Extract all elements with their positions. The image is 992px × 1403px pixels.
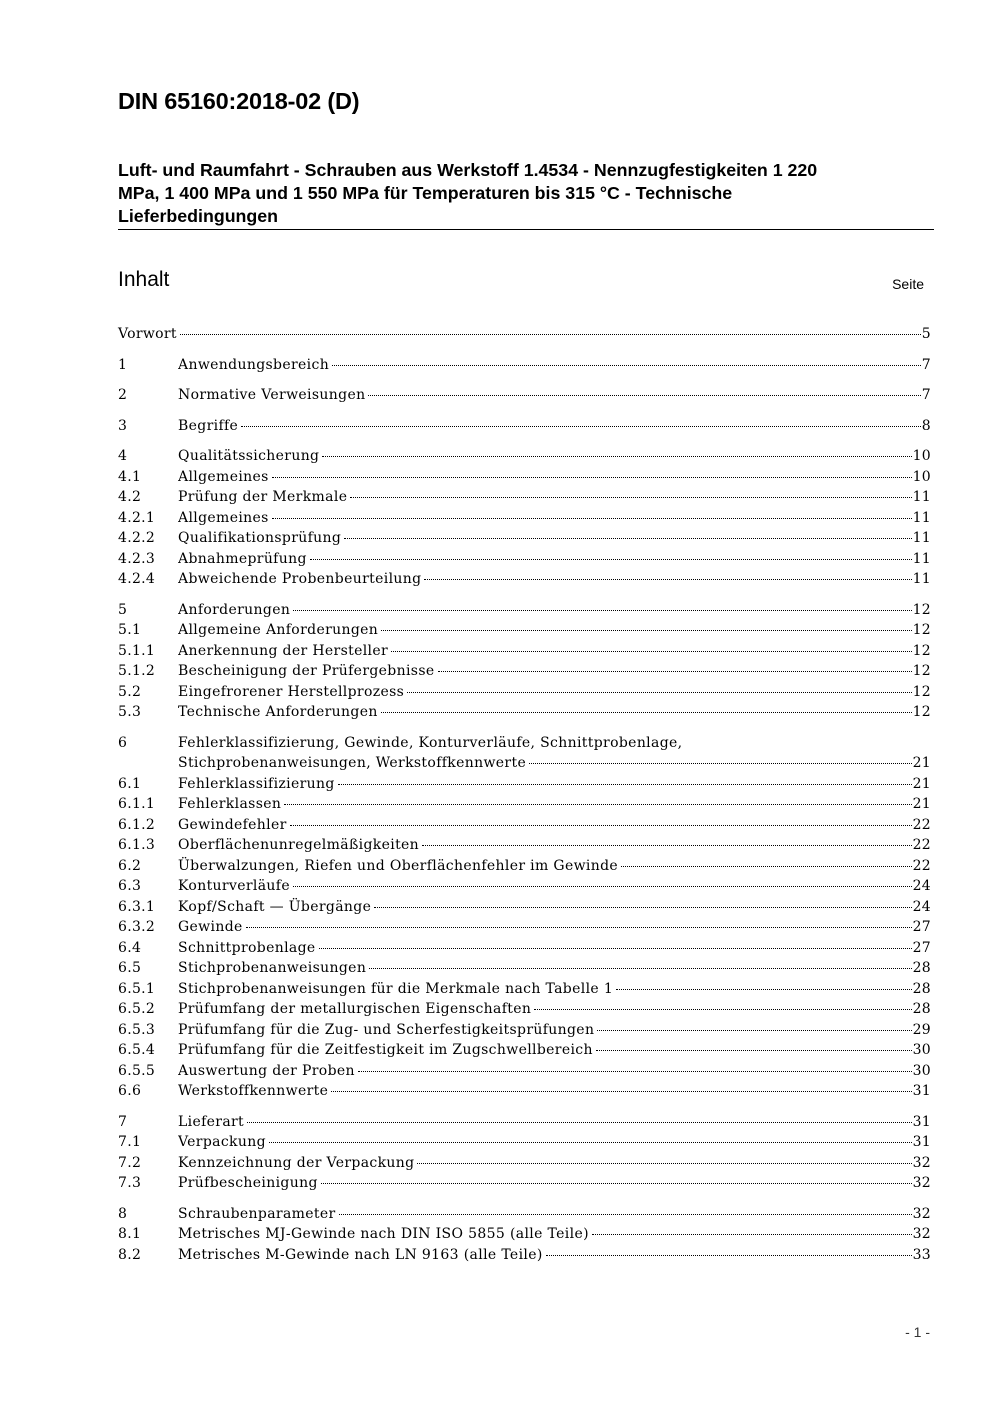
toc-entry-page: 30 [912, 1062, 931, 1079]
toc-entry[interactable] [118, 549, 931, 570]
toc-entry-number: 6.2 [118, 857, 142, 874]
toc-dot-leader [246, 926, 912, 928]
toc-entry-number: 8.1 [118, 1226, 142, 1242]
toc-dot-leader [247, 1121, 912, 1123]
toc-entry-title: Allgemeine Anforderungen [178, 622, 379, 638]
toc-entry-title: Kennzeichnung der Verpackung [178, 1154, 415, 1171]
toc-dot-leader [180, 333, 921, 335]
toc-entry[interactable] [118, 661, 931, 682]
toc-entry-page: 31 [912, 1083, 931, 1099]
toc-dot-leader [332, 364, 921, 366]
toc-entry-page: 30 [912, 1042, 931, 1058]
toc-entry-title: Metrisches M-Gewinde nach LN 9163 (alle Teile) [178, 1246, 543, 1263]
toc-entry-page: 11 [912, 489, 931, 505]
table-of-contents [118, 324, 931, 1265]
toc-entry-title: Werkstoffkennwerte [178, 1083, 329, 1099]
toc-dot-leader [621, 865, 912, 867]
toc-entry[interactable] [118, 876, 931, 897]
toc-dot-leader [424, 578, 911, 580]
toc-entry-title: Prüfumfang für die Zug- und Scherfestigkeitsprüfungen [178, 1021, 595, 1038]
toc-entry-title: Kopf/Schaft — Übergänge [178, 898, 372, 915]
toc-entry-number: 6.3.2 [118, 919, 156, 935]
toc-dot-leader [407, 691, 911, 693]
toc-entry-number: 1 [118, 356, 128, 373]
toc-entry[interactable] [118, 1224, 931, 1245]
toc-entry[interactable] [118, 702, 931, 723]
toc-entry-number: 5.1.2 [118, 663, 156, 679]
toc-dot-leader [331, 1090, 911, 1092]
toc-entry-page: 12 [912, 683, 931, 700]
toc-entry-page: 24 [912, 878, 931, 894]
toc-entry-number: 5.1 [118, 622, 142, 638]
toc-entry-page: 28 [912, 980, 931, 997]
toc-entry-number: 6.5 [118, 960, 142, 976]
toc-entry-title: Prüfung der Merkmale [178, 489, 348, 505]
toc-entry-number: 6.5.5 [118, 1062, 156, 1079]
toc-dot-leader [596, 1049, 912, 1051]
toc-entry-page: 27 [912, 939, 931, 956]
toc-dot-leader [272, 517, 912, 519]
toc-entry[interactable] [118, 1020, 931, 1041]
toc-entry-title: Stichprobenanweisungen [178, 960, 367, 976]
toc-entry-number: 6.1.2 [118, 816, 156, 833]
toc-entry-title: Konturverläufe [178, 878, 290, 894]
toc-entry-number: 8.2 [118, 1246, 142, 1263]
toc-entry-page: 32 [912, 1175, 931, 1191]
toc-entry-number: 6.1 [118, 775, 142, 792]
toc-entry-title: Qualitätssicherung [178, 448, 320, 464]
toc-entry[interactable] [118, 508, 931, 529]
toc-entry-number: 7.3 [118, 1175, 142, 1191]
toc-entry[interactable] [118, 733, 931, 754]
toc-heading: Inhalt [118, 268, 170, 291]
toc-entry-page: 12 [912, 601, 931, 618]
toc-entry-title: Stichprobenanweisungen für die Merkmale nach Tabelle 1 [178, 980, 614, 997]
toc-dot-leader [339, 1213, 912, 1215]
document-title-line: MPa, 1 400 MPa und 1 550 MPa für Temperaturen bis 315 °C - Technische [118, 183, 733, 203]
toc-entry[interactable] [118, 815, 931, 836]
toc-entry[interactable] [118, 641, 931, 662]
toc-entry[interactable] [118, 1112, 931, 1133]
toc-dot-leader [269, 1141, 912, 1143]
toc-entry-title: Anforderungen [178, 601, 291, 618]
toc-entry-number: 5.2 [118, 683, 142, 700]
toc-entry-title: Allgemeines [178, 468, 269, 485]
toc-entry-title: Bescheinigung der Prüfergebnisse [178, 663, 435, 679]
page-number: - 1 - [905, 1324, 930, 1340]
toc-entry-page: 32 [912, 1154, 931, 1171]
toc-entry-page: 32 [912, 1205, 931, 1222]
toc-entry-number: 5.1.1 [118, 642, 156, 659]
toc-entry-page: 28 [912, 1001, 931, 1017]
toc-entry-page: 12 [912, 663, 931, 679]
toc-dot-leader [546, 1254, 912, 1256]
toc-entry-title: Verpackung [178, 1134, 266, 1150]
toc-entry-number: 7 [118, 1113, 128, 1130]
toc-dot-leader [369, 967, 911, 969]
toc-entry-title: Anerkennung der Hersteller [178, 642, 389, 659]
toc-entry-number: 3 [118, 417, 128, 434]
toc-entry-number: 5 [118, 601, 128, 618]
toc-dot-leader [368, 394, 920, 396]
toc-entry-title: Normative Verweisungen [178, 387, 366, 403]
toc-dot-leader [374, 906, 911, 908]
toc-entry[interactable] [118, 620, 931, 641]
toc-dot-leader [381, 711, 912, 713]
toc-entry[interactable] [118, 1061, 931, 1082]
toc-entry[interactable] [118, 835, 931, 856]
toc-dot-leader [422, 844, 912, 846]
toc-entry[interactable] [118, 528, 931, 549]
toc-dot-leader [616, 988, 911, 990]
toc-dot-leader [592, 1233, 912, 1235]
toc-entry-continuation[interactable] [118, 753, 931, 774]
toc-entry[interactable] [118, 385, 931, 406]
toc-entry-number: 6.4 [118, 939, 142, 956]
toc-dot-leader [391, 650, 912, 652]
toc-entry-page: 21 [912, 796, 931, 812]
toc-entry-title: Fehlerklassen [178, 796, 282, 812]
toc-entry-number: 4.1 [118, 468, 142, 485]
toc-entry[interactable] [118, 355, 931, 376]
document-id: DIN 65160:2018-02 (D) [118, 88, 360, 114]
toc-entry-title: Schraubenparameter [178, 1205, 336, 1222]
toc-entry-title: Auswertung der Proben [178, 1062, 355, 1079]
toc-entry-number: 7.2 [118, 1154, 142, 1171]
document-title-line: Luft- und Raumfahrt - Schrauben aus Werkstoff 1.4534 - Nennzugfestigkeiten 1 220 [118, 160, 818, 180]
toc-entry[interactable] [118, 1245, 931, 1266]
toc-entry-title: Prüfumfang für die Zeitfestigkeit im Zugschwellbereich [178, 1042, 593, 1058]
toc-entry-number: 6 [118, 734, 128, 751]
toc-dot-leader [322, 455, 911, 457]
toc-entry-title: Gewinde [178, 919, 243, 935]
toc-entry-number: 6.3.1 [118, 898, 156, 915]
toc-entry-page: 22 [912, 857, 931, 874]
title-divider [118, 229, 934, 230]
toc-dot-leader [597, 1029, 911, 1031]
toc-entry[interactable] [118, 999, 931, 1020]
toc-entry[interactable] [118, 979, 931, 1000]
toc-entry-page: 21 [912, 775, 931, 792]
toc-entry-title: Prüfbescheinigung [178, 1175, 318, 1191]
toc-entry[interactable] [118, 446, 931, 467]
toc-entry[interactable] [118, 1132, 931, 1153]
toc-dot-leader [381, 629, 911, 631]
toc-entry-page: 22 [912, 837, 931, 853]
toc-entry-number: 5.3 [118, 704, 142, 720]
toc-entry-number: 8 [118, 1205, 128, 1222]
toc-entry[interactable] [118, 600, 931, 621]
toc-entry-number: 4.2.3 [118, 550, 156, 567]
toc-entry-title: Eingefrorener Herstellprozess [178, 683, 405, 700]
toc-entry-number: 7.1 [118, 1134, 142, 1150]
toc-entry-number: 4.2.4 [118, 571, 156, 587]
toc-entry-page: 22 [912, 816, 931, 833]
toc-entry-page: 8 [921, 417, 931, 434]
toc-entry-title: Schnittprobenlage [178, 939, 316, 956]
toc-entry-page: 7 [921, 356, 931, 373]
toc-entry[interactable] [118, 917, 931, 938]
toc-entry-page: 21 [912, 755, 931, 771]
toc-dot-leader [358, 1070, 912, 1072]
toc-entry-page: 11 [912, 550, 931, 567]
toc-entry[interactable] [118, 1040, 931, 1061]
toc-entry-page: 12 [912, 704, 931, 720]
toc-entry-page: 12 [912, 642, 931, 659]
toc-entry-number: 6.6 [118, 1083, 142, 1099]
toc-entry-title: Technische Anforderungen [178, 704, 378, 720]
toc-entry[interactable] [118, 794, 931, 815]
toc-entry-page: 28 [912, 960, 931, 976]
toc-dot-leader [241, 425, 921, 427]
toc-entry[interactable] [118, 1081, 931, 1102]
toc-entry-page: 10 [912, 448, 931, 464]
toc-entry-title: Abnahmeprüfung [178, 550, 307, 567]
toc-entry-page: 27 [912, 919, 931, 935]
toc-entry-number: 6.5.4 [118, 1042, 156, 1058]
document-title [118, 159, 934, 228]
toc-entry-number: 6.1.1 [118, 796, 156, 812]
toc-entry-page: 7 [921, 387, 931, 403]
toc-dot-leader [293, 609, 911, 611]
toc-entry-title: Begriffe [178, 417, 239, 434]
toc-entry-page: 31 [912, 1134, 931, 1150]
toc-dot-leader [319, 947, 912, 949]
toc-dot-leader [293, 885, 912, 887]
toc-entry-number: 4.2.2 [118, 530, 156, 546]
toc-entry[interactable] [118, 416, 931, 437]
toc-entry-number: 2 [118, 387, 128, 403]
toc-entry-title: Fehlerklassifizierung, Gewinde, Konturverläufe, Schnittprobenlage, [178, 734, 683, 751]
toc-entry-title: Fehlerklassifizierung [178, 775, 335, 792]
toc-entry[interactable] [118, 1204, 931, 1225]
toc-entry-title: Abweichende Probenbeurteilung [178, 571, 422, 587]
toc-entry[interactable] [118, 938, 931, 959]
toc-entry-page: 32 [912, 1226, 931, 1242]
toc-entry-page: 33 [912, 1246, 931, 1263]
toc-entry-title: Prüfumfang der metallurgischen Eigenschaften [178, 1001, 532, 1017]
toc-entry-page: 29 [912, 1021, 931, 1038]
toc-entry[interactable] [118, 897, 931, 918]
toc-entry-page: 11 [912, 509, 931, 526]
toc-entry-title-continued: Stichprobenanweisungen, Werkstoffkennwerte [178, 755, 527, 771]
toc-entry-title: Allgemeines [178, 509, 269, 526]
toc-dot-leader [338, 783, 912, 785]
toc-entry[interactable] [118, 487, 931, 508]
toc-entry-number: 6.5.1 [118, 980, 156, 997]
toc-entry-number: 6.5.2 [118, 1001, 156, 1017]
toc-entry[interactable] [118, 1173, 931, 1194]
toc-entry-page: 11 [912, 530, 931, 546]
toc-dot-leader [534, 1008, 911, 1010]
toc-entry-title: Qualifikationsprüfung [178, 530, 342, 546]
toc-entry-number: 6.1.3 [118, 837, 156, 853]
document-title-line: Lieferbedingungen [118, 206, 279, 226]
toc-entry-title: Lieferart [178, 1113, 245, 1130]
toc-dot-leader [321, 1182, 912, 1184]
toc-entry-number: 6.3 [118, 878, 142, 894]
toc-entry-number: 4.2.1 [118, 509, 156, 526]
toc-entry[interactable] [118, 682, 931, 703]
toc-dot-leader [350, 496, 911, 498]
toc-entry-title: Anwendungsbereich [178, 356, 330, 373]
toc-page-column-label: Seite [892, 276, 924, 292]
toc-entry-number: 4 [118, 448, 128, 464]
toc-entry-number: 4.2 [118, 489, 142, 505]
toc-entry-title: Gewindefehler [178, 816, 287, 833]
toc-entry-title: Metrisches MJ-Gewinde nach DIN ISO 5855 (alle Teile) [178, 1226, 589, 1242]
toc-entry-page: 24 [912, 898, 931, 915]
toc-entry[interactable] [118, 324, 931, 345]
toc-entry-title: Oberflächenunregelmäßigkeiten [178, 837, 420, 853]
toc-entry[interactable] [118, 958, 931, 979]
toc-entry[interactable] [118, 856, 931, 877]
toc-entry-page: 10 [912, 468, 931, 485]
toc-entry[interactable] [118, 467, 931, 488]
toc-entry-page: 5 [921, 326, 931, 342]
toc-entry-page: 11 [912, 571, 931, 587]
toc-dot-leader [272, 476, 912, 478]
toc-dot-leader [344, 537, 911, 539]
toc-entry[interactable] [118, 774, 931, 795]
toc-dot-leader [290, 824, 912, 826]
toc-entry-number: 6.5.3 [118, 1021, 156, 1038]
toc-dot-leader [417, 1162, 911, 1164]
toc-dot-leader [284, 803, 911, 805]
toc-entry-page: 12 [912, 622, 931, 638]
toc-dot-leader [310, 558, 912, 560]
toc-entry-number: Vorwort [118, 326, 177, 342]
toc-entry-title: Überwalzungen, Riefen und Oberflächenfehler im Gewinde [178, 857, 619, 874]
toc-entry[interactable] [118, 569, 931, 590]
toc-dot-leader [529, 762, 912, 764]
toc-entry-page: 31 [912, 1113, 931, 1130]
toc-dot-leader [438, 670, 912, 672]
toc-entry[interactable] [118, 1153, 931, 1174]
